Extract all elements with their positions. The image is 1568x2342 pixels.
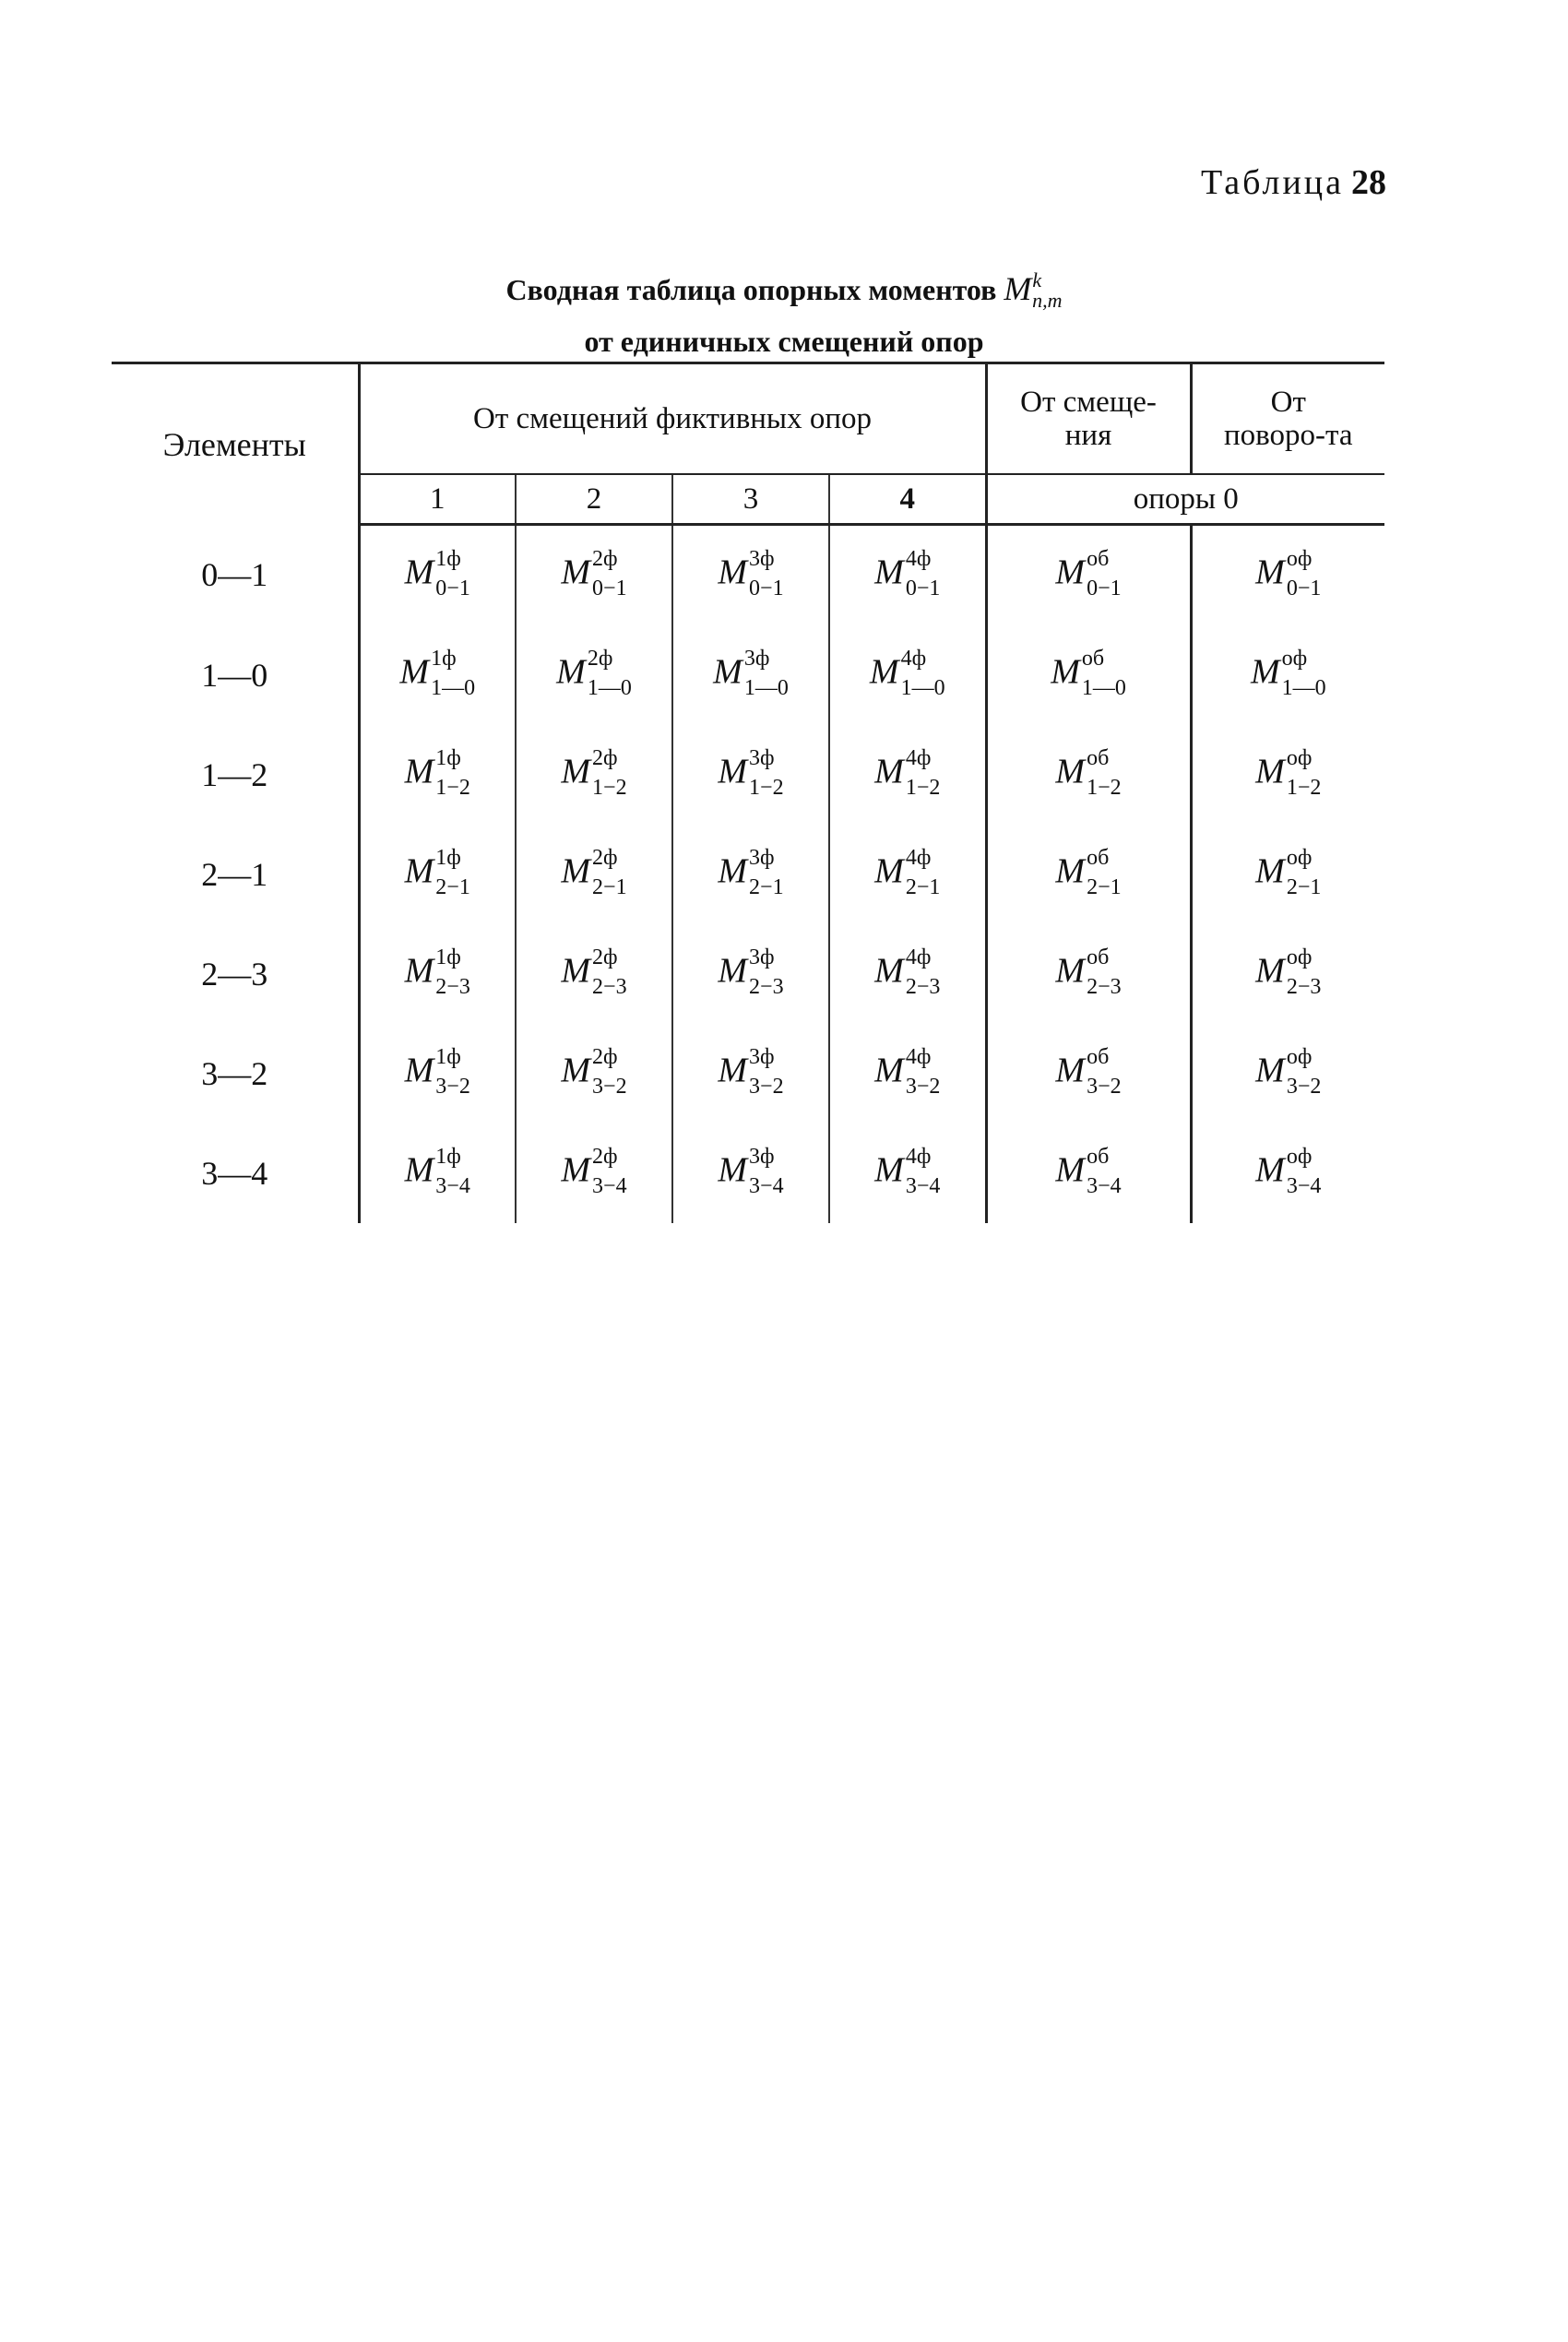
- moment-symbol-base: M: [404, 1150, 434, 1190]
- moment-symbol: [874, 846, 941, 899]
- moment-cell: [359, 525, 516, 626]
- moment-cell: [829, 1024, 986, 1123]
- header-col-1: 1: [359, 474, 516, 525]
- moment-subscript: 2−1: [749, 875, 784, 899]
- moment-subscript: 2−1: [592, 875, 627, 899]
- moment-subscript: 3−4: [435, 1174, 470, 1198]
- moment-subscript: 1—0: [587, 676, 632, 700]
- moment-symbol: [561, 1045, 627, 1099]
- moment-cell: [829, 725, 986, 825]
- moment-cell: [829, 1123, 986, 1223]
- moment-subscript: 0−1: [435, 577, 470, 600]
- moment-superscript: об: [1087, 846, 1110, 870]
- moment-cell: [1191, 725, 1384, 825]
- moment-subscript: 3−2: [1286, 1075, 1322, 1099]
- moment-superscript: об: [1087, 1145, 1110, 1169]
- header-elements: Элементы: [162, 425, 306, 463]
- moment-superscript: 3ф: [749, 746, 775, 770]
- moment-superscript: оф: [1286, 746, 1313, 770]
- moment-symbol-base: M: [874, 951, 904, 991]
- moment-superscript: 1ф: [431, 647, 457, 671]
- moment-symbol-base: M: [561, 1051, 591, 1090]
- moment-symbol: [713, 647, 789, 700]
- moment-superscript: 2ф: [592, 846, 618, 870]
- moment-superscript: 2ф: [592, 1045, 618, 1069]
- element-cell: 2—1: [201, 856, 268, 893]
- moment-symbol: [404, 1045, 470, 1099]
- header-col-3: 3: [672, 474, 829, 525]
- moment-symbol: [1051, 647, 1126, 700]
- moment-symbol: [1055, 846, 1122, 899]
- table-row: [112, 625, 1384, 725]
- title-symbol-sub: n,m: [1032, 289, 1063, 312]
- moment-subscript: 2−3: [435, 975, 470, 999]
- moment-cell: [672, 625, 829, 725]
- header-col-2: 2: [516, 474, 672, 525]
- moment-symbol: [874, 1145, 941, 1198]
- moment-cell: [359, 1123, 516, 1223]
- moment-symbol: [1255, 846, 1322, 899]
- moment-cell: [672, 1123, 829, 1223]
- title-symbol-base: M: [1004, 270, 1032, 307]
- moment-superscript: 2ф: [592, 547, 618, 571]
- table-label: [1201, 162, 1386, 203]
- moment-symbol: [1055, 746, 1122, 800]
- moment-subscript: 3−4: [1286, 1174, 1322, 1198]
- moment-cell: [1191, 625, 1384, 725]
- moment-symbol-base: M: [1055, 951, 1086, 991]
- moment-symbol-base: M: [718, 752, 748, 791]
- moment-subscript: 1−2: [905, 776, 941, 800]
- moment-subscript: 3−2: [749, 1075, 784, 1099]
- moment-subscript: 1−2: [1087, 776, 1122, 800]
- moment-symbol: [561, 945, 627, 999]
- moment-symbol-base: M: [874, 1051, 904, 1090]
- moment-symbol-base: M: [1255, 752, 1285, 791]
- moment-symbol-base: M: [718, 1150, 748, 1190]
- moment-symbol-base: M: [718, 951, 748, 991]
- moment-cell: [672, 725, 829, 825]
- moment-symbol: [1055, 1145, 1122, 1198]
- title-line-1: [0, 260, 1568, 321]
- moment-symbol-base: M: [404, 553, 434, 592]
- moment-superscript: об: [1087, 945, 1110, 969]
- moment-subscript: 1—0: [1081, 676, 1126, 700]
- moment-superscript: оф: [1286, 547, 1313, 571]
- moment-symbol: [1250, 647, 1326, 700]
- table-row: [112, 924, 1384, 1024]
- support-moments-table: [112, 362, 1384, 1223]
- moment-symbol-base: M: [1255, 553, 1285, 592]
- moment-symbol: [1255, 1145, 1322, 1198]
- moment-symbol-base: M: [561, 1150, 591, 1190]
- table-number: 28: [1351, 163, 1386, 202]
- table-row: [112, 525, 1384, 626]
- moment-superscript: 2ф: [592, 1145, 618, 1169]
- moment-symbol-base: M: [404, 1051, 434, 1090]
- moment-symbol: [404, 945, 470, 999]
- moment-cell: [672, 525, 829, 626]
- moment-superscript: об: [1081, 647, 1105, 671]
- table-row: [112, 725, 1384, 825]
- moment-superscript: 4ф: [905, 846, 932, 870]
- moment-superscript: об: [1087, 746, 1110, 770]
- moment-subscript: 1−2: [592, 776, 627, 800]
- moment-symbol-base: M: [561, 553, 591, 592]
- moment-superscript: 1ф: [435, 1145, 461, 1169]
- moment-symbol-base: M: [1250, 652, 1280, 692]
- moment-symbol: [1255, 547, 1322, 600]
- moment-subscript: 3−2: [592, 1075, 627, 1099]
- moment-cell: [986, 725, 1191, 825]
- title-symbol: [1004, 268, 1063, 312]
- moment-cell: [516, 1024, 672, 1123]
- moment-subscript: 3−4: [592, 1174, 627, 1198]
- moment-symbol-base: M: [1055, 851, 1086, 891]
- moment-superscript: об: [1087, 547, 1110, 571]
- moment-symbol: [1255, 1045, 1322, 1099]
- moment-superscript: 1ф: [435, 945, 461, 969]
- element-cell: 2—3: [201, 956, 268, 993]
- moment-symbol: [1055, 945, 1122, 999]
- moment-subscript: 0−1: [1087, 577, 1122, 600]
- moment-superscript: оф: [1281, 647, 1308, 671]
- moment-symbol-base: M: [1255, 951, 1285, 991]
- moment-cell: [986, 625, 1191, 725]
- moment-symbol: [874, 746, 941, 800]
- header-fictive-group: От смещений фиктивных опор: [359, 363, 986, 475]
- moment-symbol-base: M: [1051, 652, 1080, 692]
- moment-superscript: 4ф: [905, 547, 932, 571]
- moment-superscript: 2ф: [592, 945, 618, 969]
- moment-symbol: [561, 547, 627, 600]
- moment-cell: [1191, 1024, 1384, 1123]
- moment-symbol-base: M: [713, 652, 742, 692]
- moment-superscript: 3ф: [749, 1045, 775, 1069]
- moment-superscript: 3ф: [749, 945, 775, 969]
- moment-cell: [829, 525, 986, 626]
- moment-superscript: оф: [1286, 846, 1313, 870]
- moment-symbol: [404, 547, 470, 600]
- moment-subscript: 2−1: [905, 875, 941, 899]
- moment-subscript: 0−1: [905, 577, 941, 600]
- moment-symbol-base: M: [874, 553, 904, 592]
- moment-subscript: 2−3: [1286, 975, 1322, 999]
- moment-subscript: 2−3: [749, 975, 784, 999]
- moment-symbol: [1255, 746, 1322, 800]
- moment-symbol-base: M: [874, 752, 904, 791]
- moment-subscript: 0−1: [749, 577, 784, 600]
- moment-cell: [359, 924, 516, 1024]
- moment-subscript: 3−2: [905, 1075, 941, 1099]
- moment-subscript: 3−4: [905, 1174, 941, 1198]
- moment-subscript: 0−1: [1286, 577, 1322, 600]
- moment-symbol: [874, 1045, 941, 1099]
- moment-symbol-base: M: [1255, 851, 1285, 891]
- moment-superscript: 4ф: [900, 647, 927, 671]
- moment-symbol: [404, 846, 470, 899]
- moment-superscript: 3ф: [749, 1145, 775, 1169]
- table-label-word: Таблица: [1200, 163, 1344, 202]
- moment-symbol: [869, 647, 945, 700]
- moment-cell: [829, 825, 986, 924]
- moment-subscript: 3−4: [749, 1174, 784, 1198]
- table-row: [112, 825, 1384, 924]
- moment-superscript: 3ф: [749, 547, 775, 571]
- moment-symbol: [1055, 547, 1122, 600]
- moment-cell: [359, 725, 516, 825]
- moment-subscript: 1—0: [431, 676, 476, 700]
- moment-symbol-base: M: [1255, 1150, 1285, 1190]
- moment-subscript: 0−1: [592, 577, 627, 600]
- moment-cell: [359, 625, 516, 725]
- moment-superscript: 4ф: [905, 746, 932, 770]
- moment-symbol-base: M: [718, 1051, 748, 1090]
- header-col-4: 4: [829, 474, 986, 525]
- moment-cell: [516, 525, 672, 626]
- moment-superscript: 1ф: [435, 1045, 461, 1069]
- moment-superscript: 1ф: [435, 846, 461, 870]
- moment-superscript: 4ф: [905, 945, 932, 969]
- element-cell: 3—4: [201, 1155, 268, 1192]
- moment-cell: [986, 525, 1191, 626]
- moment-subscript: 2−1: [435, 875, 470, 899]
- header-displacement: От смеще-ния: [986, 363, 1191, 475]
- moment-subscript: 2−3: [592, 975, 627, 999]
- moment-subscript: 1—0: [1281, 676, 1326, 700]
- table-row: [112, 1024, 1384, 1123]
- element-cell: 1—2: [201, 756, 268, 793]
- moment-symbol: [404, 746, 470, 800]
- moment-superscript: 2ф: [592, 746, 618, 770]
- moment-symbol: [561, 1145, 627, 1198]
- moment-symbol: [718, 1145, 784, 1198]
- moment-subscript: 2−1: [1087, 875, 1122, 899]
- moment-cell: [986, 825, 1191, 924]
- header-rotation: От поворо-та: [1191, 363, 1384, 475]
- moment-subscript: 3−2: [1087, 1075, 1122, 1099]
- moment-symbol-base: M: [561, 951, 591, 991]
- moment-symbol-base: M: [874, 1150, 904, 1190]
- moment-symbol-base: M: [1055, 1150, 1086, 1190]
- moment-subscript: 3−2: [435, 1075, 470, 1099]
- moment-cell: [359, 825, 516, 924]
- element-cell: 1—0: [201, 657, 268, 694]
- moment-symbol-base: M: [1255, 1051, 1285, 1090]
- moment-cell: [672, 1024, 829, 1123]
- moment-subscript: 2−3: [905, 975, 941, 999]
- moment-cell: [829, 924, 986, 1024]
- moment-symbol-base: M: [718, 553, 748, 592]
- moment-cell: [672, 924, 829, 1024]
- moment-symbol: [1055, 1045, 1122, 1099]
- moment-cell: [1191, 825, 1384, 924]
- table-body: [112, 525, 1384, 1224]
- moment-symbol: [718, 547, 784, 600]
- header-support-zero: опоры 0: [986, 474, 1384, 525]
- moment-cell: [986, 1123, 1191, 1223]
- moment-cell: [829, 625, 986, 725]
- moment-superscript: 4ф: [905, 1045, 932, 1069]
- moment-symbol: [399, 647, 476, 700]
- moment-superscript: 2ф: [587, 647, 613, 671]
- moment-subscript: 1—0: [900, 676, 945, 700]
- moment-cell: [516, 625, 672, 725]
- moment-symbol: [561, 846, 627, 899]
- moment-subscript: 1−2: [1286, 776, 1322, 800]
- moment-subscript: 2−3: [1087, 975, 1122, 999]
- moment-cell: [1191, 525, 1384, 626]
- moment-symbol: [718, 945, 784, 999]
- moment-symbol-base: M: [1055, 752, 1086, 791]
- moment-cell: [986, 924, 1191, 1024]
- element-cell: 0—1: [201, 556, 268, 594]
- moment-symbol-base: M: [1055, 1051, 1086, 1090]
- moment-cell: [516, 1123, 672, 1223]
- moment-symbol-base: M: [561, 752, 591, 791]
- moment-symbol: [874, 945, 941, 999]
- moment-cell: [672, 825, 829, 924]
- title-line-2: от единичных смещений опор: [584, 325, 984, 358]
- moment-cell: [986, 1024, 1191, 1123]
- moment-symbol: [556, 647, 632, 700]
- moment-symbol: [718, 1045, 784, 1099]
- moment-symbol-base: M: [556, 652, 586, 692]
- moment-superscript: оф: [1286, 1045, 1313, 1069]
- moment-cell: [1191, 924, 1384, 1024]
- moment-symbol: [718, 846, 784, 899]
- table-row: [112, 1123, 1384, 1223]
- moment-cell: [516, 825, 672, 924]
- moment-symbol-base: M: [404, 752, 434, 791]
- moment-superscript: оф: [1286, 945, 1313, 969]
- moment-cell: [516, 924, 672, 1024]
- moment-symbol-base: M: [404, 851, 434, 891]
- moment-subscript: 1−2: [749, 776, 784, 800]
- title-text-1: Сводная таблица опорных моментов: [505, 273, 997, 306]
- moment-superscript: об: [1087, 1045, 1110, 1069]
- moment-superscript: 1ф: [435, 547, 461, 571]
- moment-superscript: 1ф: [435, 746, 461, 770]
- moment-subscript: 1—0: [743, 676, 789, 700]
- moment-symbol-base: M: [718, 851, 748, 891]
- moment-symbol: [404, 1145, 470, 1198]
- moment-symbol-base: M: [874, 851, 904, 891]
- moment-symbol-base: M: [404, 951, 434, 991]
- moment-subscript: 1−2: [435, 776, 470, 800]
- moment-symbol: [561, 746, 627, 800]
- moment-superscript: оф: [1286, 1145, 1313, 1169]
- moment-symbol: [718, 746, 784, 800]
- element-cell: 3—2: [201, 1055, 268, 1092]
- title-symbol-sup: k: [1032, 268, 1042, 291]
- moment-cell: [516, 725, 672, 825]
- moment-subscript: 3−4: [1087, 1174, 1122, 1198]
- table-title: [0, 260, 1568, 362]
- moment-subscript: 2−1: [1286, 875, 1322, 899]
- moment-cell: [359, 1024, 516, 1123]
- moment-symbol-base: M: [399, 652, 430, 692]
- moment-symbol: [1255, 945, 1322, 999]
- moment-superscript: 4ф: [905, 1145, 932, 1169]
- moment-superscript: 3ф: [749, 846, 775, 870]
- moment-symbol: [874, 547, 941, 600]
- moment-cell: [1191, 1123, 1384, 1223]
- moment-symbol-base: M: [561, 851, 591, 891]
- moment-superscript: 3ф: [743, 647, 770, 671]
- moment-symbol-base: M: [869, 652, 899, 692]
- moment-symbol-base: M: [1055, 553, 1086, 592]
